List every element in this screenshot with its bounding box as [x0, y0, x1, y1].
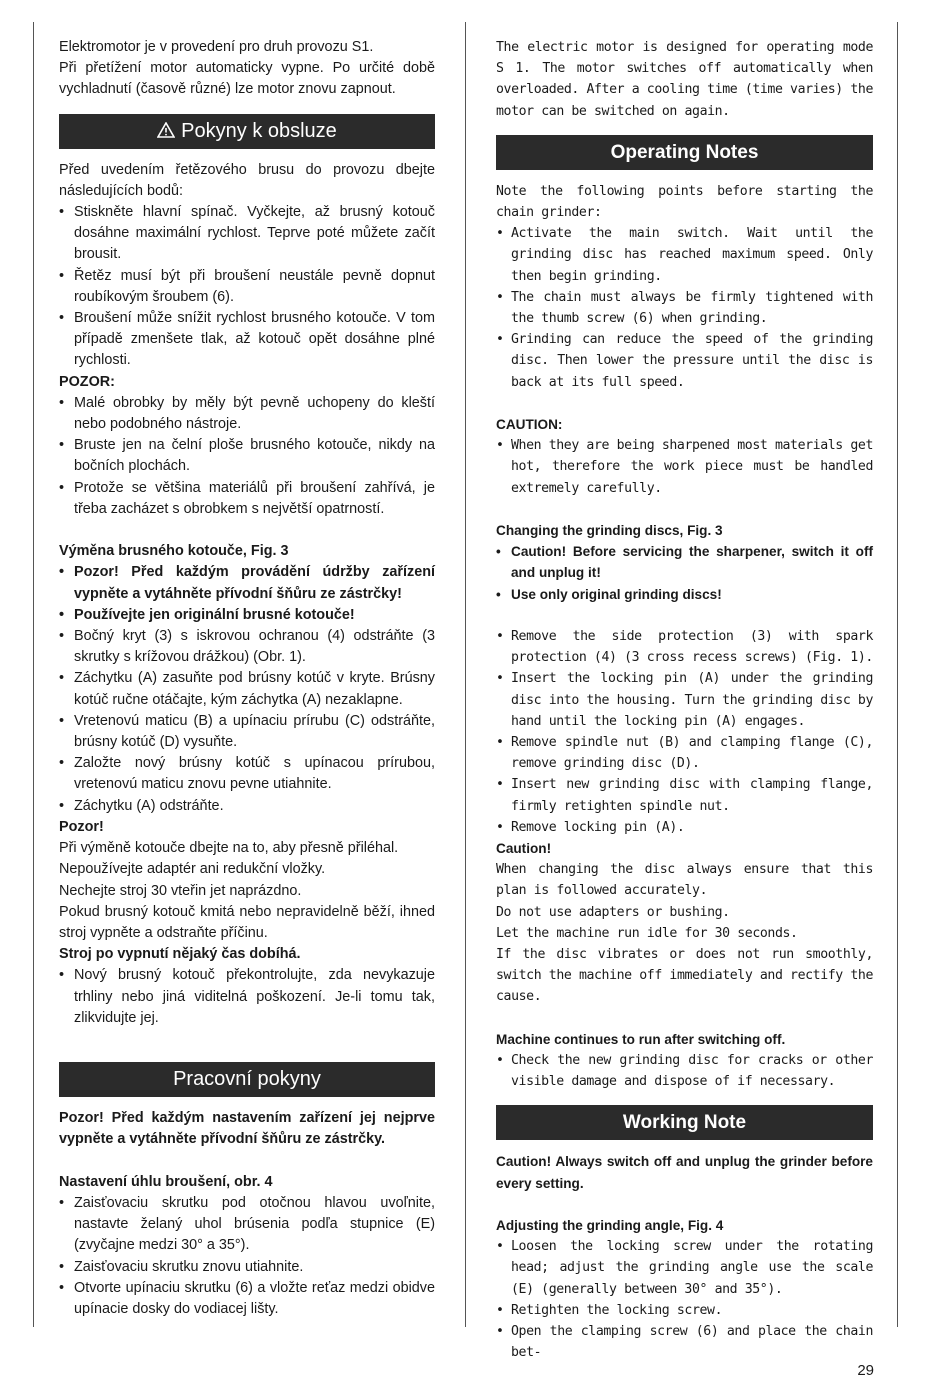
warning-icon [157, 122, 175, 138]
list-item: • Malé obrobky by měly být pevně uchopeny do kleští nebo podobného nástroje. [59, 393, 435, 435]
right-note-line: If the disc vibrates or does not run smoothly, switch the machine off immediately and rectify the cause. [496, 947, 873, 1005]
left-intro-line-1: Elektromotor je v provedení pro druh provozu S1. [59, 39, 374, 55]
right-subheading-angle: Adjusting the grinding angle, Fig. 4 [496, 1218, 724, 1234]
list-item: • Stiskněte hlavní spínač. Vyčkejte, až brusný kotouč dosáhne maximální rychlost. Teprve poté můžete začít brousit. [59, 202, 435, 266]
right-check-list [496, 1050, 873, 1092]
left-pozor-label: POZOR: [59, 373, 115, 390]
left-angle-list [59, 1193, 435, 1320]
right-note-line: When changing the disc always ensure that this plan is followed accurately. [496, 862, 873, 899]
right-note-line: Do not use adapters or bushing. [496, 904, 730, 920]
left-pozor-list [59, 393, 435, 520]
right-disc-steps-list [496, 626, 873, 838]
left-note-line: Pokud brusný kotouč kmitá nebo nepravidelně běží, ihned stroj vypněte a odstraňte příčinu. [59, 903, 435, 941]
list-item: • Používejte jen originální brusné kotouče! [59, 605, 435, 626]
left-subheading-angle: Nastavení úhlu broušení, obr. 4 [59, 1173, 273, 1190]
list-item [59, 266, 435, 308]
list-item: • Open the clamping screw (6) and place the chain bet- [496, 1321, 873, 1363]
list-item: • Grinding can reduce the speed of the grinding disc. Then lower the pressure until the disc is back at its full speed. [496, 329, 873, 393]
left-intro-line-2: Při přetížení motor automaticky vypne. Po určité době vychladnutí (časově různé) lze motor znovu zapnout. [59, 60, 435, 98]
left-note-line: Při výměně kotouče dbejte na to, aby přesně přiléhal. [59, 840, 399, 857]
left-disc-steps-list [59, 626, 435, 817]
left-note-line: Nepoužívejte adaptér ani redukční vložky. [59, 861, 326, 878]
left-subheading-disc-change: Výměna brusného kotouče, Fig. 3 [59, 543, 289, 560]
right-operating-intro: Note the following points before starting the chain grinder: [496, 183, 873, 221]
left-runout-warning: Stroj po vypnutí nějaký čas dobíhá. [59, 946, 301, 963]
list-item: • Záchytku (A) odstráňte. [59, 796, 435, 817]
left-note-line: Nechejte stroj 30 vteřin jet naprázdno. [59, 882, 302, 899]
list-item: • Nový brusný kotouč překontrolujte, zda nevykazuje trhliny nebo jiná viditelná poškození. Je-li tomu tak, zlikvidujte jej. [59, 965, 435, 1029]
list-item: • Use only original grinding discs! [496, 584, 873, 605]
left-disc-warning-list [59, 562, 435, 626]
right-operating-list [496, 223, 873, 393]
list-item: • Insert new grinding disc with clamping flange, firmly retighten spindle nut. [496, 774, 873, 816]
list-item: • Bočný kryt (3) s iskrovou ochranou (4) odstráňte (3 skrutky s krížovou drážkou) (Obr. 1). [59, 626, 435, 668]
center-column-rule [465, 22, 466, 1327]
list-item: • Otvorte upínaciu skrutku (6) a vložte reťaz medzi obidve upínacie dosky do vodiacej lišty. [59, 1278, 435, 1320]
list-item: • Check the new grinding disc for cracks or other visible damage and dispose of if necessary. [496, 1050, 873, 1092]
list-item: • Záchytku (A) zasuňte pod brúsny kotúč v kryte. Brúsny kotúč ručne otáčajte, kým záchytka (A) nezaklapne. [59, 668, 435, 710]
left-pozor-2: Pozor! [59, 818, 104, 835]
left-working-warning: Pozor! Před každým nastavením zařízení jej nejprve vypněte a vytáhněte přívodní šňůru ze zástrčky. [59, 1110, 435, 1148]
list-item-text: Řetěz musí být při broušení neustále pevně dopnut roubíkovým šroubem (6). [74, 267, 435, 305]
list-item: • Loosen the locking screw under the rotating head; adjust the grinding angle use the scale (E) (generally between 30° and 35°). [496, 1236, 873, 1300]
list-item: • Insert the locking pin (A) under the grinding disc into the housing. Turn the grinding disc by hand until the locking pin (A) engages. [496, 668, 873, 732]
left-check-list [59, 965, 435, 1029]
list-item: • Broušení může snížit rychlost brusného kotouče. V tom případě zmenšete tlak, až kotouč opět dosáhne plné rychlosti. [59, 308, 435, 372]
right-column [496, 37, 873, 1364]
right-disc-warning-list [496, 541, 873, 605]
list-item: • Vretenovú maticu (B) a upínaciu prírubu (C) odstráňte, brúsny kotúč (D) vysuňte. [59, 711, 435, 753]
left-heading-operating-text: Pokyny k obsluze [181, 119, 337, 142]
list-item: • Remove spindle nut (B) and clamping flange (C), remove grinding disc (D). [496, 732, 873, 774]
left-heading-working: Pracovní pokyny [59, 1062, 435, 1097]
list-item: • Remove locking pin (A). [496, 817, 873, 838]
list-item: • Pozor! Před každým provádění údržby zařízení vypněte a vytáhněte přívodní šňůru ze zástrčky! [59, 562, 435, 604]
right-heading-working: Working Note [496, 1105, 873, 1140]
list-item: • Remove the side protection (3) with spark protection (4) (3 cross recess screws) (Fig. 1). [496, 626, 873, 668]
left-operating-list [59, 202, 435, 372]
list-item: • Bruste jen na čelní ploše brusného kotouče, nikdy na bočních plochách. [59, 435, 435, 477]
right-caution-label: CAUTION: [496, 417, 563, 433]
right-runout-warning: Machine continues to run after switching off. [496, 1031, 786, 1047]
right-intro: The electric motor is designed for operating mode S 1. The motor switches off automatically when overloaded. After a cooling time (time varies) the motor can be switched on again. [496, 40, 873, 119]
list-item: • The chain must always be firmly tightened with the thumb screw (6) when grinding. [496, 287, 873, 329]
right-subheading-disc-change: Changing the grinding discs, Fig. 3 [496, 523, 723, 539]
list-item: • When they are being sharpened most materials get hot, therefore the work piece must be handled extremely carefully. [496, 435, 873, 499]
right-heading-operating: Operating Notes [496, 135, 873, 170]
right-note-line: Let the machine run idle for 30 seconds. [496, 925, 798, 941]
left-margin-rule [33, 22, 34, 1327]
right-angle-list [496, 1236, 873, 1363]
list-item: • Zaisťovaciu skrutku znovu utiahnite. [59, 1257, 435, 1278]
right-caution-2: Caution! [496, 841, 552, 857]
right-margin-rule [897, 22, 898, 1327]
right-caution-list [496, 435, 873, 499]
right-working-warning: Caution! Always switch off and unplug the grinder before every setting. [496, 1154, 873, 1191]
list-item: • Caution! Before servicing the sharpener, switch it off and unplug it! [496, 541, 873, 583]
list-item: • Activate the main switch. Wait until the grinding disc has reached maximum speed. Only then begin grinding. [496, 223, 873, 287]
left-heading-operating [59, 114, 435, 149]
list-item: • Retighten the locking screw. [496, 1300, 873, 1321]
left-operating-intro: Před uvedením řetězového brusu do provozu dbejte následujících bodů: [59, 161, 435, 199]
list-item: • Protože se většina materiálů při broušení zahřívá, je třeba zacházet s obrobkem s největší opatrností. [59, 478, 435, 520]
list-item: • Založte nový brúsny kotúč s upínacou prírubou, vretenovú maticu znovu pevne utiahnite. [59, 753, 435, 795]
list-item: • Zaisťovaciu skrutku pod otočnou hlavou uvoľnite, nastavte želaný uhol brúsenia podľa stupnice (E) (zvyčajne medzi 30° a 35°). [59, 1193, 435, 1257]
page-number: 29 [857, 1362, 874, 1379]
left-column [59, 37, 435, 1320]
